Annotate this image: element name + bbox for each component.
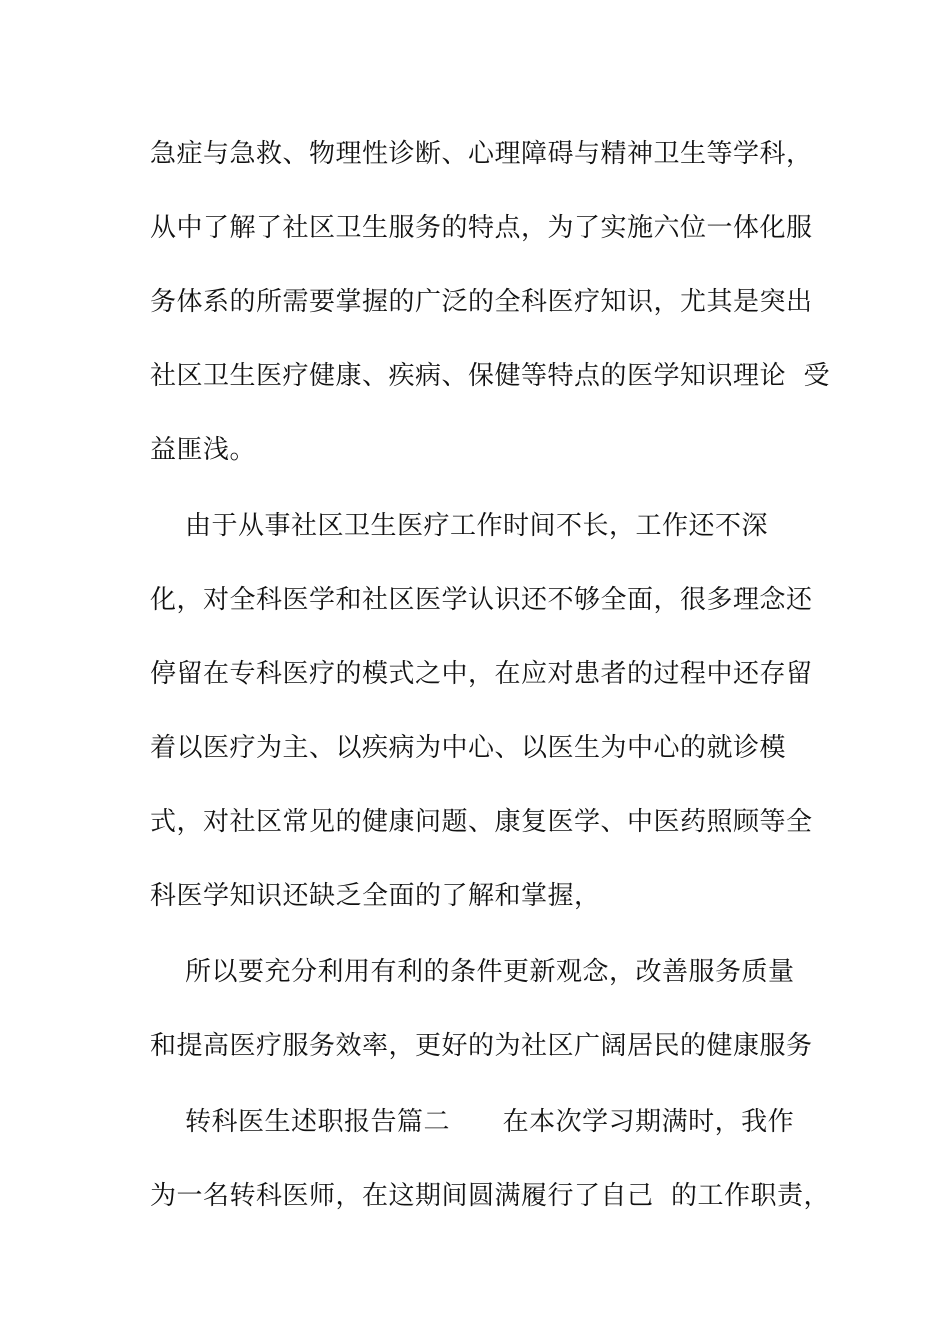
text-line: 和提高医疗服务效率，更好的为社区广阔居民的健康服务	[150, 1031, 813, 1061]
text-line: 为一名转科医师，在这期间圆满履行了自己 的工作职责，	[150, 1181, 831, 1211]
text-line: 社区卫生医疗健康、疾病、保健等特点的医学知识理论 受	[150, 361, 831, 391]
text-line: 式，对社区常见的健康问题、康复医学、中医药照顾等全	[150, 807, 813, 837]
text-line: 务体系的所需要掌握的广泛的全科医疗知识，尤其是突出	[150, 287, 813, 317]
text-line: 停留在专科医疗的模式之中，在应对患者的过程中还存留	[150, 659, 813, 689]
text-line: 益匪浅。	[150, 435, 257, 465]
text-line: 着以医疗为主、以疾病为中心、以医生为中心的就诊模	[150, 733, 787, 763]
text-line: 科医学知识还缺乏全面的了解和掌握，	[150, 881, 601, 911]
text-line: 由于从事社区卫生医疗工作时间不长，工作还不深	[150, 511, 769, 541]
text-line: 转科医生述职报告篇二 在本次学习期满时，我作	[150, 1107, 795, 1137]
text-line: 所以要充分利用有利的条件更新观念，改善服务质量	[150, 957, 795, 987]
text-line: 化，对全科医学和社区医学认识还不够全面，很多理念还	[150, 585, 813, 615]
text-line: 急症与急救、物理性诊断、心理障碍与精神卫生等学科，	[150, 139, 813, 169]
text-line: 从中了解了社区卫生服务的特点，为了实施六位一体化服	[150, 213, 813, 243]
